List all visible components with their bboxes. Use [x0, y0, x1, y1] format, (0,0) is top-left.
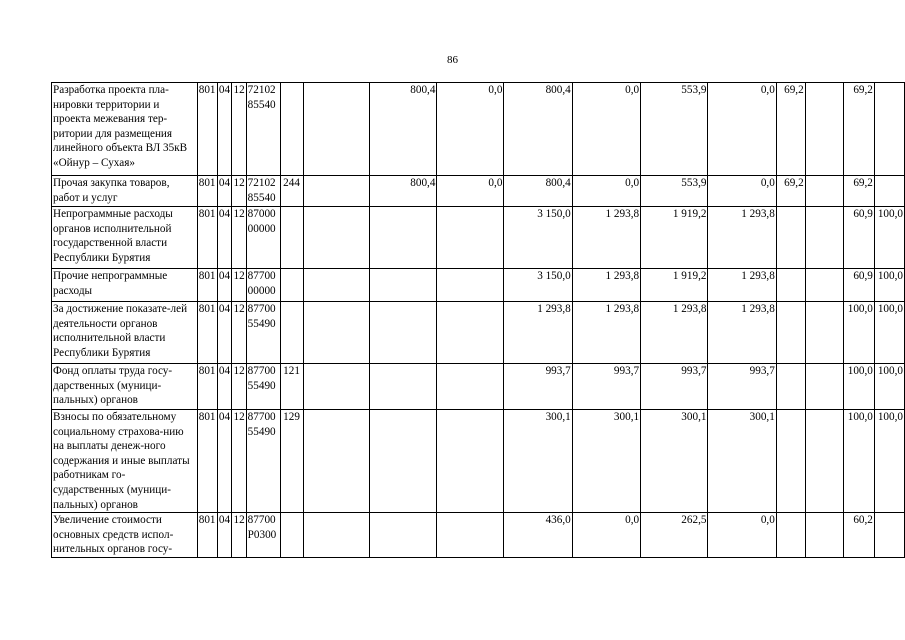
cell-c11 [874, 176, 904, 207]
cell-c5: 0,0 [572, 176, 640, 207]
cell-c1 [303, 176, 370, 207]
table-row [52, 83, 905, 176]
cell-pr: 12 [232, 207, 246, 269]
cell-c9 [805, 176, 843, 207]
cell-pr: 12 [232, 176, 246, 207]
cell-c7: 993,7 [708, 364, 776, 410]
cell-c1 [303, 302, 370, 364]
cell-csr: 87700 55490 [246, 364, 280, 410]
cell-c6: 1 293,8 [641, 302, 708, 364]
cell-csr: 72102 85540 [246, 83, 280, 176]
cell-rz: 04 [217, 176, 232, 207]
row-name: Прочие непрограммные расходы [52, 269, 198, 302]
cell-c2 [370, 364, 437, 410]
cell-c8: 69,2 [776, 176, 805, 207]
cell-vr [280, 269, 303, 302]
cell-c7: 0,0 [708, 513, 776, 558]
cell-c5: 1 293,8 [572, 302, 640, 364]
budget-table [51, 82, 905, 558]
cell-rz: 04 [217, 302, 232, 364]
cell-c10: 69,2 [843, 176, 874, 207]
cell-c7: 1 293,8 [708, 207, 776, 269]
cell-c9 [805, 410, 843, 513]
cell-c1 [303, 364, 370, 410]
cell-c4: 1 293,8 [504, 302, 572, 364]
cell-c2 [370, 410, 437, 513]
cell-rz: 04 [217, 207, 232, 269]
cell-c6: 553,9 [641, 83, 708, 176]
cell-csr: 87000 00000 [246, 207, 280, 269]
cell-c6: 300,1 [641, 410, 708, 513]
cell-c9 [805, 207, 843, 269]
cell-c7: 0,0 [708, 83, 776, 176]
cell-c8 [776, 364, 805, 410]
row-name: Разработка проекта пла-нировки территории и проекта межевания тер-ритории для размещения линейного объекта ВЛ 35кВ «Ойнур – Сухая» [52, 83, 198, 176]
cell-grbs: 801 [197, 364, 217, 410]
cell-c6: 1 919,2 [641, 269, 708, 302]
cell-c4: 3 150,0 [504, 207, 572, 269]
row-name: Непрограммные расходы органов исполнительной государственной власти Республики Бурятия [52, 207, 198, 269]
cell-c11 [874, 513, 904, 558]
cell-rz: 04 [217, 83, 232, 176]
cell-c3 [437, 302, 504, 364]
cell-c11: 100,0 [874, 269, 904, 302]
cell-c11: 100,0 [874, 207, 904, 269]
cell-c5: 0,0 [572, 513, 640, 558]
cell-csr: 87700 P0300 [246, 513, 280, 558]
cell-c9 [805, 269, 843, 302]
cell-c3: 0,0 [437, 176, 504, 207]
page-number: 86 [447, 54, 458, 66]
cell-pr: 12 [232, 364, 246, 410]
cell-c4: 3 150,0 [504, 269, 572, 302]
cell-rz: 04 [217, 513, 232, 558]
cell-c10: 100,0 [843, 364, 874, 410]
cell-csr: 87700 00000 [246, 269, 280, 302]
table-row [52, 207, 905, 269]
cell-c6: 553,9 [641, 176, 708, 207]
cell-c9 [805, 302, 843, 364]
cell-c4: 300,1 [504, 410, 572, 513]
cell-c1 [303, 207, 370, 269]
cell-rz: 04 [217, 269, 232, 302]
cell-grbs: 801 [197, 410, 217, 513]
cell-c3 [437, 410, 504, 513]
cell-pr: 12 [232, 513, 246, 558]
cell-c1 [303, 513, 370, 558]
cell-c10: 100,0 [843, 410, 874, 513]
cell-csr: 72102 85540 [246, 176, 280, 207]
cell-c7: 0,0 [708, 176, 776, 207]
cell-c8 [776, 302, 805, 364]
table-row [52, 176, 905, 207]
cell-vr [280, 513, 303, 558]
cell-c9 [805, 83, 843, 176]
row-name: За достижение показате-лей деятельности органов исполнительной власти Республики Бурятия [52, 302, 198, 364]
row-name: Взносы по обязательному социальному страхова-нию на выплаты денеж-ного содержания и иные выплаты работникам го-сударственных (муници-пальных) органов [52, 410, 198, 513]
cell-rz: 04 [217, 364, 232, 410]
cell-c3 [437, 364, 504, 410]
cell-c6: 993,7 [641, 364, 708, 410]
cell-c6: 1 919,2 [641, 207, 708, 269]
cell-c3: 0,0 [437, 83, 504, 176]
cell-c5: 993,7 [572, 364, 640, 410]
table-row [52, 410, 905, 513]
cell-csr: 87700 55490 [246, 302, 280, 364]
table-row [52, 364, 905, 410]
cell-vr: 129 [280, 410, 303, 513]
cell-vr [280, 302, 303, 364]
cell-c10: 60,9 [843, 207, 874, 269]
row-name: Прочая закупка товаров, работ и услуг [52, 176, 198, 207]
cell-c1 [303, 410, 370, 513]
cell-c10: 69,2 [843, 83, 874, 176]
cell-c7: 1 293,8 [708, 269, 776, 302]
cell-grbs: 801 [197, 207, 217, 269]
cell-grbs: 801 [197, 269, 217, 302]
cell-c11 [874, 83, 904, 176]
cell-c9 [805, 513, 843, 558]
cell-c3 [437, 513, 504, 558]
cell-c4: 436,0 [504, 513, 572, 558]
row-name: Фонд оплаты труда госу-дарственных (муници-пальных) органов [52, 364, 198, 410]
cell-vr: 121 [280, 364, 303, 410]
table-row [52, 513, 905, 558]
cell-csr: 87700 55490 [246, 410, 280, 513]
cell-grbs: 801 [197, 513, 217, 558]
cell-c8 [776, 513, 805, 558]
cell-c2 [370, 302, 437, 364]
cell-pr: 12 [232, 302, 246, 364]
cell-c8: 69,2 [776, 83, 805, 176]
cell-vr [280, 83, 303, 176]
cell-c2 [370, 207, 437, 269]
cell-c10: 60,2 [843, 513, 874, 558]
cell-pr: 12 [232, 410, 246, 513]
cell-c3 [437, 269, 504, 302]
cell-vr: 244 [280, 176, 303, 207]
table-row [52, 302, 905, 364]
cell-grbs: 801 [197, 176, 217, 207]
cell-c8 [776, 207, 805, 269]
cell-c10: 100,0 [843, 302, 874, 364]
cell-vr [280, 207, 303, 269]
cell-grbs: 801 [197, 302, 217, 364]
cell-c11: 100,0 [874, 302, 904, 364]
cell-c4: 800,4 [504, 83, 572, 176]
cell-c2: 800,4 [370, 83, 437, 176]
cell-c3 [437, 207, 504, 269]
cell-grbs: 801 [197, 83, 217, 176]
cell-c8 [776, 269, 805, 302]
cell-c6: 262,5 [641, 513, 708, 558]
cell-c2 [370, 513, 437, 558]
table-row [52, 269, 905, 302]
cell-c7: 1 293,8 [708, 302, 776, 364]
cell-c5: 300,1 [572, 410, 640, 513]
cell-c7: 300,1 [708, 410, 776, 513]
cell-c2 [370, 269, 437, 302]
cell-c2: 800,4 [370, 176, 437, 207]
cell-c5: 1 293,8 [572, 207, 640, 269]
cell-pr: 12 [232, 269, 246, 302]
cell-c1 [303, 269, 370, 302]
cell-rz: 04 [217, 410, 232, 513]
cell-c8 [776, 410, 805, 513]
cell-c11: 100,0 [874, 410, 904, 513]
cell-c11: 100,0 [874, 364, 904, 410]
cell-c1 [303, 83, 370, 176]
cell-pr: 12 [232, 83, 246, 176]
cell-c10: 60,9 [843, 269, 874, 302]
cell-c9 [805, 364, 843, 410]
cell-c5: 0,0 [572, 83, 640, 176]
row-name: Увеличение стоимости основных средств испол-нительных органов госу- [52, 513, 198, 558]
cell-c4: 800,4 [504, 176, 572, 207]
cell-c4: 993,7 [504, 364, 572, 410]
cell-c5: 1 293,8 [572, 269, 640, 302]
